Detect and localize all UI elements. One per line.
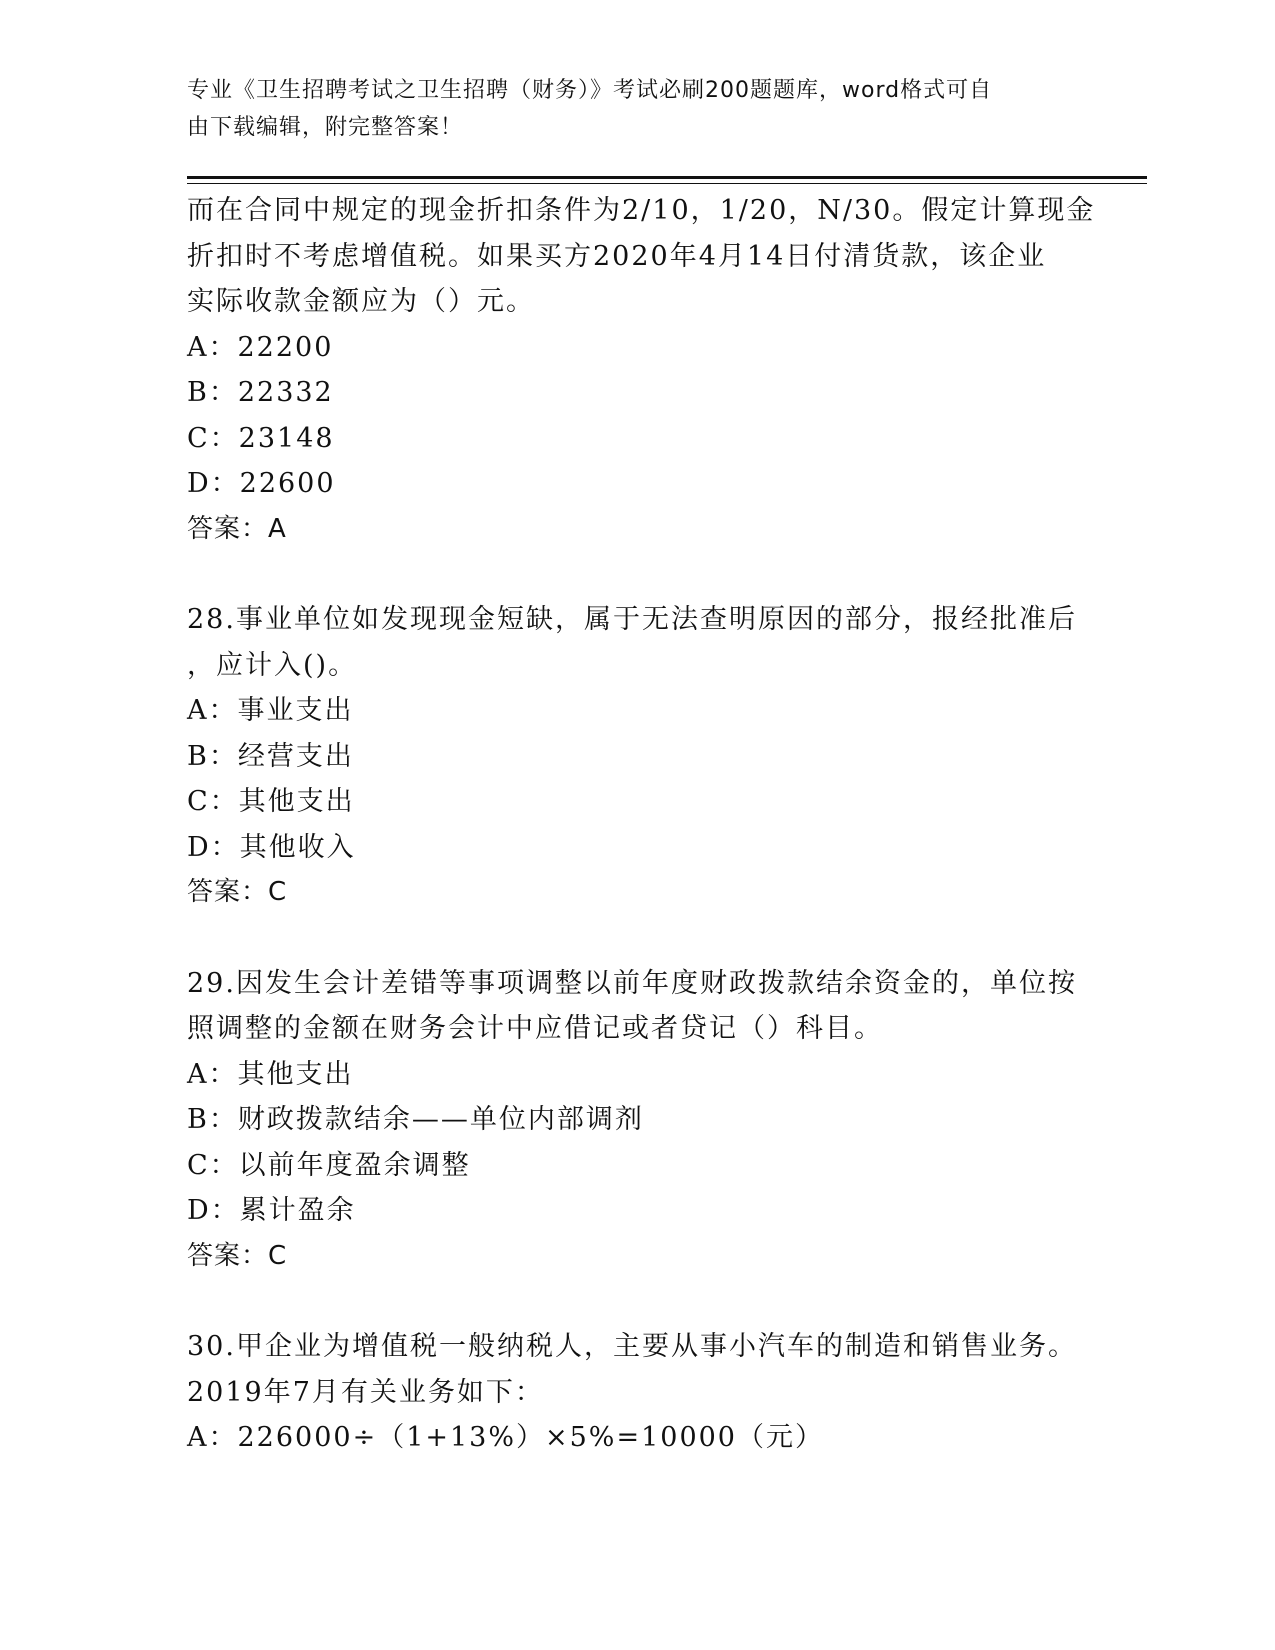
- header-rule-thick: [187, 176, 1147, 179]
- question-stem-line: 折扣时不考虑增值税。如果买方2020年4月14日付清货款，该企业: [187, 240, 1047, 272]
- option-a: A：22200: [187, 331, 334, 363]
- question-spacer: [187, 1279, 1087, 1324]
- option-b: B：财政拨款结余——单位内部调剂: [187, 1104, 644, 1135]
- option-c: C：其他支出: [187, 786, 355, 817]
- header-line-2: 由下载编辑，附完整答案！: [187, 115, 464, 140]
- option-a: A：事业支出: [187, 695, 354, 726]
- question-27: [187, 188, 1096, 552]
- option-d: D：其他收入: [187, 831, 356, 863]
- question-stem-line: 29.因发生会计差错等事项调整以前年度财政拨款结余资金的，单位按: [187, 967, 1077, 999]
- question-spacer: [187, 552, 1087, 597]
- question-stem-line: 28.事业单位如发现现金短缺，属于无法查明原因的部分，报经批准后: [187, 604, 1077, 635]
- question-stem-line: 而在合同中规定的现金折扣条件为2/10，1/20，N/30。假定计算现金: [187, 195, 1096, 226]
- question-list: [187, 188, 1096, 1461]
- question-30: [187, 1324, 1087, 1461]
- option-d: D：22600: [187, 468, 336, 499]
- option-b: B：经营支出: [187, 740, 354, 772]
- question-stem-line: 实际收款金额应为（）元。: [187, 286, 535, 317]
- question-29: [187, 961, 1087, 1280]
- question-stem-line: 30.甲企业为增值税一般纳税人，主要从事小汽车的制造和销售业务。: [187, 1331, 1077, 1362]
- header-line-1: 专业《卫生招聘考试之卫生招聘（财务）》考试必刷200题题库，word格式可自: [187, 78, 993, 103]
- question-stem-line: 照调整的金额在财务会计中应借记或者贷记（）科目。: [187, 1013, 883, 1044]
- option-a: A：其他支出: [187, 1058, 354, 1090]
- option-d: D：累计盈余: [187, 1195, 356, 1226]
- option-c: C：23148: [187, 422, 335, 454]
- option-b: B：22332: [187, 377, 334, 408]
- question-spacer: [187, 916, 1087, 961]
- question-stem-line: ，应计入()。: [187, 649, 358, 681]
- document-page: [187, 0, 1147, 1650]
- option-c: C：以前年度盈余调整: [187, 1149, 471, 1181]
- question-stem-line: 2019年7月有关业务如下：: [187, 1376, 544, 1408]
- answer-line: 答案：C: [187, 1240, 288, 1271]
- document-header: [187, 72, 1067, 146]
- option-a: A：226000÷（1+13%）×5%=10000（元）: [187, 1422, 824, 1453]
- question-28: [187, 597, 1087, 916]
- answer-line: 答案：C: [187, 877, 288, 907]
- header-rule-thin: [187, 183, 1147, 184]
- answer-line: 答案：A: [187, 513, 287, 544]
